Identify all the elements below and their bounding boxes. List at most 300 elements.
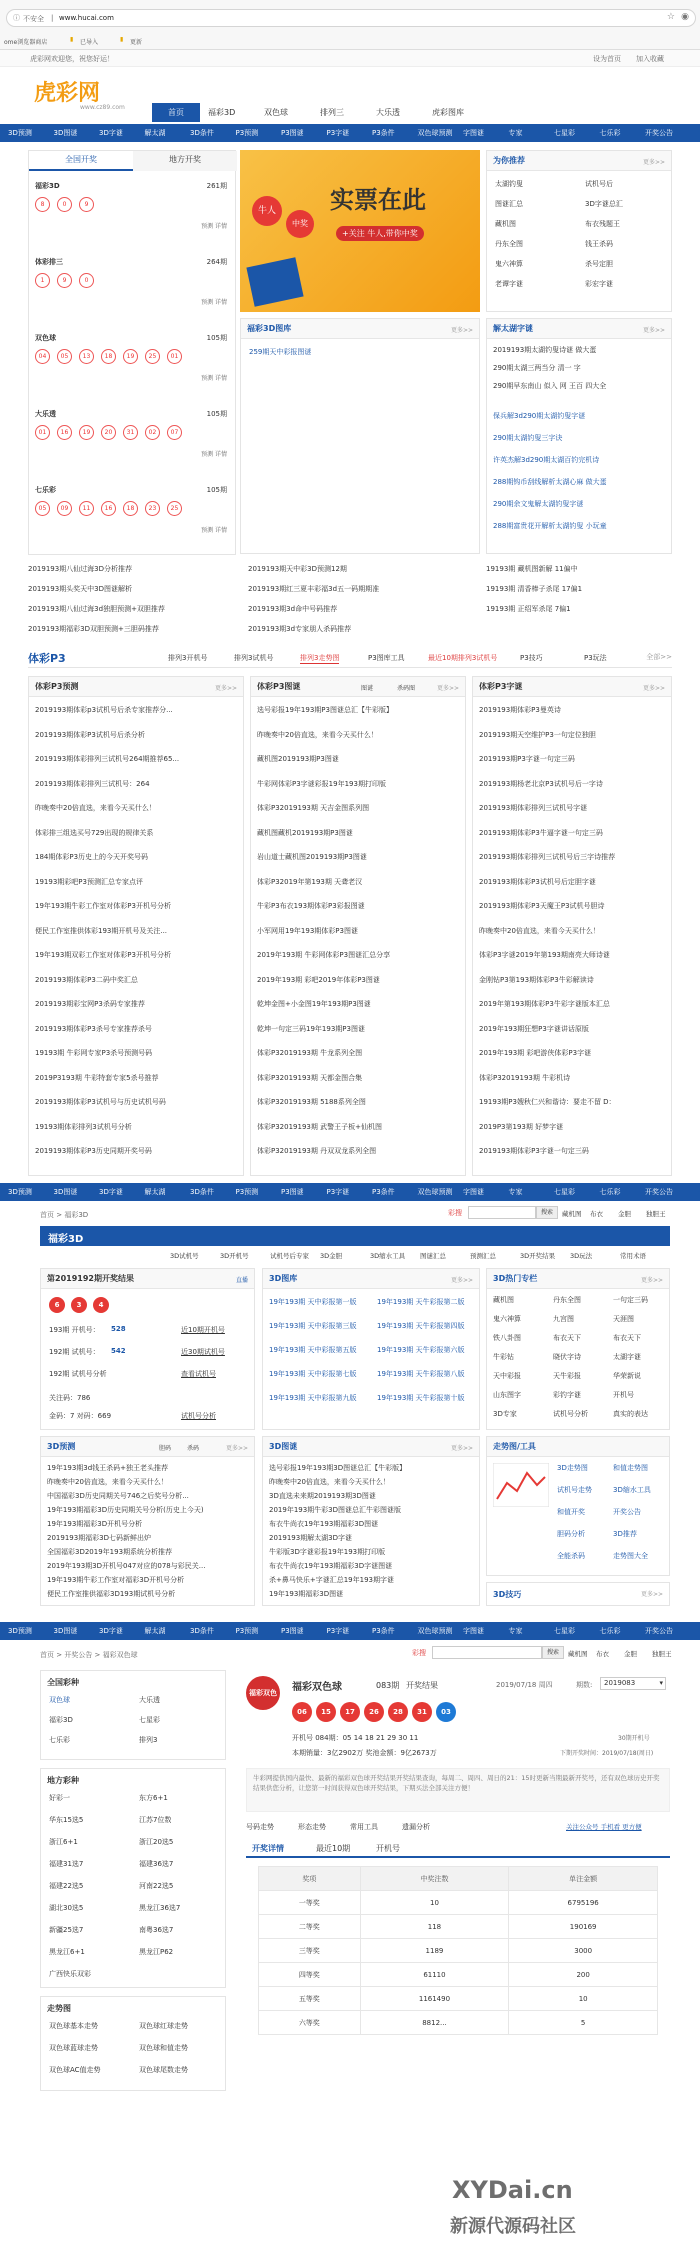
p3-all-link[interactable]: 全部>> <box>646 653 672 661</box>
subnav-item[interactable]: P3字谜 <box>326 1188 350 1196</box>
recommend-more[interactable]: 更多>> <box>642 159 665 166</box>
subnav-item[interactable]: P3图谜 <box>281 1627 304 1635</box>
gallery-item[interactable]: 19年193期 天牛彩报第四版 <box>377 1322 465 1330</box>
subnav-item[interactable]: 3D预测 <box>8 1627 32 1635</box>
taihu-item[interactable]: 2019193期太湖钓叟诗谜 做大蛋 <box>493 346 597 354</box>
p3-list-item[interactable]: 2019P3第193期 好梦字谜 <box>479 1122 564 1131</box>
hot-link[interactable]: 金胆 <box>624 1650 637 1658</box>
trend-link[interactable]: 试机号走势 <box>557 1486 592 1494</box>
news-item[interactable]: 2019193期天中彩3D预测12期 <box>248 565 347 573</box>
news-item[interactable]: 2019193期3d命中号码推荐 <box>248 605 338 613</box>
tab-kaiji[interactable]: 开机号 <box>376 1844 400 1853</box>
recommend-item[interactable]: 丹东全图 <box>495 240 523 248</box>
column-item[interactable]: 3D专家 <box>493 1410 517 1418</box>
column-item[interactable]: 天牛彩报 <box>553 1372 581 1380</box>
news-item[interactable]: 2019193期八仙过海3d独胆预测+双胆推荐 <box>28 605 165 613</box>
taihu-item[interactable]: 许英杰解3d290期太湖百钓完机诗 <box>493 456 600 464</box>
subnav-item[interactable]: 3D图谜 <box>53 129 78 137</box>
column-item[interactable]: 山东图字 <box>493 1391 521 1399</box>
local-item[interactable]: 福建22选5 <box>49 1882 84 1890</box>
p3-tab[interactable]: P3图库工具 <box>368 654 405 662</box>
news-item[interactable]: 2019193期红三夏丰彩福3d五一码期期准 <box>248 585 380 593</box>
local-item[interactable]: 黑龙江P62 <box>139 1948 174 1956</box>
local-item[interactable]: 新疆25选7 <box>49 1926 84 1934</box>
national-item[interactable]: 七乐彩 <box>49 1736 70 1744</box>
ssq-trend-item[interactable]: 双色球蓝球走势 <box>49 2044 98 2052</box>
column-item[interactable]: 铁八卦图 <box>493 1334 521 1342</box>
p3-list-item[interactable]: 2019193期体彩排列三试机号：264 <box>35 779 150 788</box>
recommend-item[interactable]: 藏机图 <box>495 220 516 228</box>
yuce-item[interactable]: 19年193期福彩3D历史同期关号分析(历史上今天) <box>47 1506 204 1514</box>
search-button-3[interactable]: 搜索 <box>542 1646 564 1659</box>
subnav-item[interactable]: P3预测 <box>235 1627 259 1635</box>
p3-column-subtab[interactable]: 图谜 <box>361 685 374 692</box>
p3-list-item[interactable]: 2019193期体彩P3曼英诗 <box>479 706 561 714</box>
yuce-item[interactable]: 19年193期牛彩工作室对福彩3D开机号分析 <box>47 1576 185 1584</box>
recommend-item[interactable]: 3D字谜总汇 <box>585 200 623 208</box>
ssq-kaiji-link[interactable]: 30期开机号 <box>618 1735 650 1742</box>
yuce-item[interactable]: 中国福彩3D历史同期关号746之后奖号分析... <box>47 1492 189 1500</box>
news-item[interactable]: 2019193期八仙过海3D分析推荐 <box>28 565 133 573</box>
subnav-item[interactable]: 字图谜 <box>463 1188 484 1196</box>
p3-list-item[interactable]: 2019193期体彩排列三试机号264期推荐65... <box>35 755 180 763</box>
column-item[interactable]: 布衣天下 <box>553 1334 581 1342</box>
p3-list-item[interactable]: 体彩排三组选买号729出现的规律关系 <box>35 828 154 837</box>
subnav-item[interactable]: P3预测 <box>235 129 259 137</box>
p3-tab[interactable]: P3玩法 <box>584 654 607 662</box>
p3-list-item[interactable]: 2019193期体彩P3试机号后杀分析 <box>35 730 145 739</box>
recommend-item[interactable]: 杀号定胆 <box>585 260 613 268</box>
subnav-item[interactable]: 七乐彩 <box>599 1188 621 1196</box>
add-favorite-link[interactable]: 加入收藏 <box>636 55 664 63</box>
hot-link[interactable]: 独胆王 <box>652 1650 672 1658</box>
taihu-item[interactable]: 290期早东南山 似入 网 王百 四大全 <box>493 382 607 390</box>
p3-list-item[interactable]: 昨晚奏中20倍直选，来看今天买什么！ <box>35 804 156 812</box>
yuce-item[interactable]: 2019年193期3D开机号047对应的078与彩民关... <box>47 1562 206 1570</box>
fc3d-tab[interactable]: 图谜汇总 <box>420 1252 446 1260</box>
p3-list-item[interactable]: 藏机图2019193期P3图谜 <box>257 755 339 763</box>
fc3d-tab[interactable]: 常用术语 <box>620 1252 646 1260</box>
subnav-item[interactable]: P3字谜 <box>326 129 350 137</box>
ssq-tool-link[interactable]: 遗漏分析 <box>402 1823 430 1831</box>
p3-list-item[interactable]: 乾坤一句定三码19年193期P3图谜 <box>257 1024 365 1033</box>
tumi-item[interactable]: 杀+鼻马快乐+字谜汇总19年193期字谜 <box>269 1576 394 1584</box>
ssq-issue-select[interactable] <box>600 1677 666 1690</box>
gallery-item[interactable]: 19年193期 天牛彩报第二版 <box>377 1298 465 1306</box>
p3-list-item[interactable]: 2019193期体彩P3历史同期开奖号码 <box>35 1147 152 1155</box>
site-logo[interactable] <box>30 74 140 114</box>
recommend-item[interactable]: 彩宏字谜 <box>585 280 613 288</box>
address-bar[interactable]: ⓘ 不安全 | www.hucai.com ☆ ◉ <box>6 9 696 27</box>
subnav-item[interactable]: 专家 <box>508 129 523 137</box>
gallery-item[interactable]: 19年193期 天中彩报第一版 <box>269 1298 357 1306</box>
hot-link[interactable]: 藏机图 <box>562 1210 582 1218</box>
local-item[interactable]: 广西快乐双彩 <box>49 1970 91 1978</box>
fc3d-tab[interactable]: 3D试机号 <box>170 1252 199 1260</box>
main-nav-home[interactable]: 首页 <box>152 103 200 122</box>
fc3d-live-link[interactable]: 直播 <box>235 1277 248 1284</box>
subnav-item[interactable]: 双色球预测 <box>417 1188 453 1196</box>
p3-list-item[interactable]: 19193期 牛彩网专家P3杀号预测号码 <box>35 1049 153 1057</box>
subnav-item[interactable]: 七乐彩 <box>599 1627 621 1635</box>
column-item[interactable]: 布衣天下 <box>613 1334 641 1342</box>
taihu-item[interactable]: 保兵解3d290期太湖钓叟字谜 <box>493 412 586 420</box>
p3-list-item[interactable]: 2019193期体彩排列三试机号后三字诗推荐 <box>479 853 616 861</box>
national-item[interactable]: 大乐透 <box>139 1696 160 1704</box>
ssq-trend-item[interactable]: 双色球AC值走势 <box>49 2066 101 2074</box>
hot-link[interactable]: 布衣 <box>596 1650 609 1658</box>
ssq-trend-item[interactable]: 双色球红球走势 <box>139 2022 188 2030</box>
p3-list-item[interactable]: 牛彩网体彩P3字谜彩报19年193期打印版 <box>257 779 386 788</box>
subnav-item[interactable]: 专家 <box>508 1188 523 1196</box>
p3-list-item[interactable]: 岩山道士藏机图2019193期P3图谜 <box>257 853 367 861</box>
p3-list-item[interactable]: 藏机图藏机2019193期P3图谜 <box>257 828 353 837</box>
fc3d-gallery-more[interactable]: 更多>> <box>450 327 473 334</box>
subnav-item[interactable]: 双色球预测 <box>417 129 453 137</box>
tab-recent10[interactable]: 最近10期 <box>316 1844 351 1853</box>
column-item[interactable]: 一句定三码 <box>613 1296 648 1304</box>
tumi-item[interactable]: 布衣牛尚衣19年193期福彩3D字谜图谜 <box>269 1562 393 1570</box>
tumi-item[interactable]: 19年193期福彩3D图谜 <box>269 1590 344 1598</box>
column-item[interactable]: 华荣新说 <box>613 1372 641 1380</box>
lottery-name[interactable]: 福彩3D <box>35 182 60 190</box>
ssq-tool-link[interactable]: 形态走势 <box>298 1823 326 1831</box>
ssq-follow-link[interactable]: 关注公众号 手机看 更方便 <box>566 1823 642 1831</box>
column-item[interactable]: 丹东全图 <box>553 1296 581 1304</box>
tab-detail[interactable]: 开奖详情 <box>252 1844 284 1853</box>
news-item[interactable]: 19193期 正绍军杀尾 7偏1 <box>486 605 571 613</box>
trend-link[interactable]: 胆码分析 <box>557 1530 585 1538</box>
tumi-item[interactable]: 昨晚奏中20倍直选，来看今天买什么！ <box>269 1478 390 1486</box>
p3-list-item[interactable]: 2019年193期 彩吧2019年体彩P3图谜 <box>257 975 380 984</box>
fc3d-tab[interactable]: 3D开机号 <box>220 1252 249 1260</box>
local-item[interactable]: 河南22选5 <box>139 1882 174 1890</box>
subnav-item[interactable]: 3D字谜 <box>99 1627 123 1635</box>
local-item[interactable]: 福建31选7 <box>49 1860 84 1868</box>
lottery-links[interactable]: 预测 详情 <box>201 223 227 230</box>
bookmark-update[interactable]: 更新 <box>130 39 143 46</box>
local-item[interactable]: 湖北30选5 <box>49 1904 84 1912</box>
tumi-item[interactable]: 3D直选未来期2019193期3D图谜 <box>269 1492 376 1500</box>
p3-list-item[interactable]: 体彩P32019193期 天吉金图系列图 <box>257 804 370 812</box>
lottery-name[interactable]: 大乐透 <box>35 410 56 418</box>
p3-list-item[interactable]: 体彩P32019193期 武警王子板+仙机图 <box>257 1122 382 1131</box>
ssq-trend-item[interactable]: 双色球和值走势 <box>139 2044 188 2052</box>
bookmark-imported[interactable]: 已导入 <box>80 39 99 46</box>
gallery-item[interactable]: 19年193期 天中彩报第七版 <box>269 1370 357 1378</box>
p3-column-more[interactable]: 更多>> <box>214 685 237 692</box>
column-item[interactable]: 藏机图 <box>493 1296 514 1304</box>
local-item[interactable]: 华东15选5 <box>49 1816 84 1824</box>
gallery-item[interactable]: 19年193期 天牛彩报第六版 <box>377 1346 465 1354</box>
fc3d-tab[interactable]: 3D金胆 <box>320 1252 343 1260</box>
column-item[interactable]: 彩钓字谜 <box>553 1391 581 1399</box>
subnav-item[interactable]: 3D条件 <box>190 1627 214 1635</box>
fc3d-tab[interactable]: 3D开奖结果 <box>520 1252 556 1260</box>
main-nav-dlt[interactable]: 大乐透 <box>376 108 400 117</box>
trend-link[interactable]: 全能杀码 <box>557 1552 585 1560</box>
column-item[interactable]: 太湖字谜 <box>613 1353 641 1361</box>
lottery-links[interactable]: 预测 详情 <box>201 451 227 458</box>
local-item[interactable]: 浙江6+1 <box>49 1838 78 1846</box>
p3-list-item[interactable]: 便民工作室推供体彩193期开机号及关注... <box>35 926 168 935</box>
trend-link[interactable]: 走势图大全 <box>613 1552 648 1560</box>
subnav-item[interactable]: P3图谜 <box>281 129 304 137</box>
subnav-item[interactable]: 开奖公告 <box>645 129 673 137</box>
fc3d-column-more[interactable]: 更多>> <box>640 1277 663 1284</box>
p3-list-item[interactable]: 乾坤金图+小金图19年193期P3图谜 <box>257 1000 371 1008</box>
subnav-item[interactable]: 七星彩 <box>554 129 575 137</box>
subnav-item[interactable]: 字图谜 <box>463 129 484 137</box>
fc3d-forecast-more[interactable]: 更多>> <box>225 1445 248 1452</box>
yuce-item[interactable]: 昨晚奏中20倍直选，来看今天买什么！ <box>47 1478 168 1486</box>
p3-list-item[interactable]: 体彩P32019193期 丹双双龙系列全图 <box>257 1147 377 1155</box>
tumi-item[interactable]: 选号彩报19年193期3D图谜总汇【牛彩版】 <box>269 1464 407 1472</box>
news-item[interactable]: 19193期 清香棒子杀尾 17偏1 <box>486 585 583 593</box>
p3-list-item[interactable]: 2019193期杨老北京P3试机号后一字诗 <box>479 779 603 788</box>
result-line-link[interactable]: 近10期开机号 <box>181 1326 225 1334</box>
trend-link[interactable]: 3D缩水工具 <box>613 1486 651 1494</box>
p3-list-item[interactable]: 2019年第193期体彩P3牛彩字谜版本汇总 <box>479 1000 610 1008</box>
focus-link[interactable]: 试机号分析 <box>181 1412 216 1420</box>
column-item[interactable]: 开机号 <box>613 1391 634 1399</box>
p3-tab[interactable]: 排列3试机号 <box>234 654 274 662</box>
hot-link[interactable]: 独胆王 <box>646 1210 666 1218</box>
tumi-item[interactable]: 2019193期解太湖3D字谜 <box>269 1534 353 1542</box>
column-item[interactable]: 九宫图 <box>553 1315 574 1323</box>
taihu-item[interactable]: 290期余文鬼解太湖钓叟字谜 <box>493 500 584 508</box>
fc3d-gallery-item[interactable]: 259期天中彩报图谜 <box>249 348 312 356</box>
fc3d-tab[interactable]: 3D缩水工具 <box>370 1252 406 1260</box>
tab-local[interactable]: 地方开奖 <box>133 151 237 171</box>
p3-list-item[interactable]: 19193期彩吧P3预测汇总专家点评 <box>35 877 143 886</box>
recommend-item[interactable]: 钱王杀码 <box>585 240 613 248</box>
local-item[interactable]: 福建36选7 <box>139 1860 174 1868</box>
column-item[interactable]: 晓伏字诗 <box>553 1353 581 1361</box>
p3-list-item[interactable]: 184期体彩P3历史上的今天开奖号码 <box>35 853 149 861</box>
forecast-tab-danma[interactable]: 胆码 <box>159 1445 172 1452</box>
subnav-item[interactable]: P3字谜 <box>326 1627 350 1635</box>
p3-list-item[interactable]: 体彩P32019193期 牛彩机诗 <box>479 1073 571 1082</box>
local-item[interactable]: 江苏7位数 <box>139 1816 172 1824</box>
lottery-links[interactable]: 预测 详情 <box>201 375 227 382</box>
p3-tab[interactable]: P3技巧 <box>520 654 543 662</box>
local-item[interactable]: 黑龙江36选7 <box>139 1904 181 1912</box>
info-icon[interactable]: ⓘ <box>13 14 20 22</box>
subnav-item[interactable]: 解太湖 <box>144 1627 166 1635</box>
main-nav-tuku[interactable]: 虎彩图库 <box>432 108 464 117</box>
p3-list-item[interactable]: 体彩P3字谜2019年第193期南亮大师诗谜 <box>479 951 610 959</box>
ssq-tool-link[interactable]: 常用工具 <box>350 1823 378 1831</box>
p3-list-item[interactable]: 2019193期彩宝网P3杀码专家推荐 <box>35 1000 145 1008</box>
subnav-item[interactable]: 3D条件 <box>190 129 214 137</box>
column-item[interactable]: 天涯图 <box>613 1315 634 1323</box>
p3-list-item[interactable]: 2019193期体彩P3天魔王P3试机号胆诗 <box>479 902 605 910</box>
forecast-tab-shama[interactable]: 杀码 <box>187 1445 200 1452</box>
subnav-item[interactable]: 解太湖 <box>144 1188 166 1196</box>
set-homepage-link[interactable]: 设为首页 <box>593 55 621 63</box>
p3-list-item[interactable]: 19年193期牛彩工作室对体彩P3开机号分析 <box>35 902 171 910</box>
subnav-item[interactable]: 3D图谜 <box>53 1188 78 1196</box>
search-input-3[interactable] <box>432 1646 542 1659</box>
recommend-item[interactable]: 太湖钓叟 <box>495 180 523 188</box>
fc3d-tab[interactable]: 3D玩法 <box>570 1252 593 1260</box>
yuce-item[interactable]: 全国福彩3D2019年193期系统分析推荐 <box>47 1548 173 1556</box>
subnav-item[interactable]: P3图谜 <box>281 1188 304 1196</box>
recommend-item[interactable]: 老谭字谜 <box>495 280 523 288</box>
p3-list-item[interactable]: 2019193期P3字谜一句定三码 <box>479 755 575 763</box>
subnav-item[interactable]: P3预测 <box>235 1188 259 1196</box>
taihu-item[interactable]: 290期太湖钓叟三字诀 <box>493 434 563 442</box>
column-item[interactable]: 天中彩报 <box>493 1372 521 1380</box>
result-line-link[interactable]: 近30期试机号 <box>181 1348 225 1356</box>
taihu-item[interactable]: 290期太湖三两当分 清一 字 <box>493 364 581 372</box>
p3-list-item[interactable]: 体彩P32019193期 牛龙系列全图 <box>257 1049 363 1057</box>
p3-tab[interactable]: 排列3开机号 <box>168 654 208 662</box>
news-item[interactable]: 2019193期头奖天中3D图谜解析 <box>28 585 133 593</box>
subnav-item[interactable]: P3条件 <box>372 129 395 137</box>
gallery-item[interactable]: 19年193期 天中彩报第九版 <box>269 1394 357 1402</box>
search-input-2[interactable] <box>468 1206 536 1219</box>
subnav-item[interactable]: 开奖公告 <box>645 1627 673 1635</box>
taihu-item[interactable]: 288期富贵花开解析太湖钓叟 小玩童 <box>493 522 607 530</box>
news-item[interactable]: 2019193期福彩3D双胆预测+三胆码推荐 <box>28 625 159 633</box>
lottery-links[interactable]: 预测 详情 <box>201 299 227 306</box>
subnav-item[interactable]: 3D预测 <box>8 1188 32 1196</box>
p3-list-item[interactable]: 2019193期体彩P3试机号后定胆字谜 <box>479 877 596 886</box>
subnav-item[interactable]: 3D图谜 <box>53 1627 78 1635</box>
subnav-item[interactable]: 七星彩 <box>554 1627 575 1635</box>
taihu-more[interactable]: 更多>> <box>642 327 665 334</box>
p3-list-item[interactable]: 体彩P32019193期 5188系列全图 <box>257 1098 366 1106</box>
ssq-trend-item[interactable]: 双色球基本走势 <box>49 2022 98 2030</box>
local-item[interactable]: 东方6+1 <box>139 1794 168 1802</box>
ssq-tool-link[interactable]: 号码走势 <box>246 1823 274 1831</box>
recommend-item[interactable]: 布衣残题王 <box>585 220 620 228</box>
p3-list-item[interactable]: 2019193期体彩P3二码中奖汇总 <box>35 975 138 984</box>
national-item[interactable]: 福彩3D <box>49 1716 73 1724</box>
yuce-item[interactable]: 便民工作室推供福彩3D193期试机号分析 <box>47 1590 176 1598</box>
p3-list-item[interactable]: 2019193期体彩P3试机号与历史试机号码 <box>35 1098 166 1106</box>
column-item[interactable]: 牛彩钻 <box>493 1353 514 1361</box>
p3-list-item[interactable]: 2019193期体彩p3试机号后杀专家推荐分... <box>35 706 173 714</box>
hot-link[interactable]: 金胆 <box>618 1210 631 1218</box>
lottery-name[interactable]: 体彩排三 <box>35 258 63 266</box>
taihu-item[interactable]: 288期钩币刮线解析太湖心麻 做大蛋 <box>493 478 607 486</box>
bookmark-store[interactable]: ome浏览器商店 <box>4 39 48 46</box>
p3-column-more[interactable]: 更多>> <box>436 685 459 692</box>
url-text[interactable]: www.hucai.com <box>59 14 114 22</box>
main-nav-ssq[interactable]: 双色球 <box>264 108 288 117</box>
p3-list-item[interactable]: 2019193期体彩P3字谜一句定三码 <box>479 1147 589 1155</box>
yuce-item[interactable]: 19年193期福彩3D开机号分析 <box>47 1520 143 1528</box>
p3-list-item[interactable]: 19年193期双彩工作室对体彩P3开机号分析 <box>35 951 171 959</box>
p3-list-item[interactable]: 体彩P32019193期 天都金图合集 <box>257 1073 363 1082</box>
p3-list-item[interactable]: 小军网用19年193期体彩P3图谜 <box>257 926 358 935</box>
main-nav-3d[interactable]: 福彩3D <box>208 108 236 117</box>
tab-national[interactable]: 全国开奖 <box>29 151 133 171</box>
local-item[interactable]: 好彩一 <box>49 1794 70 1802</box>
lottery-name[interactable]: 双色球 <box>35 334 56 342</box>
subnav-item[interactable]: 解太湖 <box>144 129 166 137</box>
p3-list-item[interactable]: 昨晚奏中20倍直选，来看今天买什么！ <box>479 926 600 935</box>
p3-list-item[interactable]: 19193期P3嫂秋仁兴和谐诗：要走不留 D： <box>479 1098 616 1106</box>
subnav-item[interactable]: P3条件 <box>372 1627 395 1635</box>
trend-chart-icon[interactable] <box>493 1463 549 1507</box>
subnav-item[interactable]: 3D字谜 <box>99 1188 123 1196</box>
subnav-item[interactable]: 专家 <box>508 1627 523 1635</box>
subnav-item[interactable]: 3D预测 <box>8 129 32 137</box>
subnav-item[interactable]: 七乐彩 <box>599 129 621 137</box>
national-item[interactable]: 排列3 <box>139 1736 158 1744</box>
trend-link[interactable]: 和值开奖 <box>557 1508 585 1516</box>
p3-list-item[interactable]: 2019P3193期 牛彩特套专家5杀号推荐 <box>35 1073 159 1082</box>
star-icon[interactable]: ☆ <box>666 12 675 22</box>
p3-list-item[interactable]: 金刚钻P3第193期体彩P3牛彩解读诗 <box>479 975 594 984</box>
column-item[interactable]: 试机号分析 <box>553 1410 588 1418</box>
p3-list-item[interactable]: 2019193期体彩排列三试机号字谜 <box>479 804 588 812</box>
recommend-item[interactable]: 图谜汇总 <box>495 200 523 208</box>
recommend-item[interactable]: 试机号后 <box>585 180 613 188</box>
gallery-item[interactable]: 19年193期 天中彩报第五版 <box>269 1346 357 1354</box>
p3-list-item[interactable]: 2019193期体彩P3牛逼字谜一句定三码 <box>479 828 603 837</box>
p3-list-item[interactable]: 2019193期体彩P3杀号专家推荐杀号 <box>35 1024 152 1033</box>
p3-list-item[interactable]: 昨晚奏中20倍直选，来看今天买什么！ <box>257 730 378 739</box>
p3-list-item[interactable]: 2019193期天空维护P3一句定位独胆 <box>479 730 596 739</box>
p3-list-item[interactable]: 牛彩P3布衣193期体彩P3彩报图谜 <box>257 902 365 910</box>
column-item[interactable]: 真实的表达 <box>613 1410 648 1418</box>
result-line-link[interactable]: 查看试机号 <box>181 1370 216 1378</box>
subnav-item[interactable]: 开奖公告 <box>645 1188 673 1196</box>
fc3d-tab[interactable]: 预测汇总 <box>470 1252 496 1260</box>
subnav-item[interactable]: 七星彩 <box>554 1188 575 1196</box>
p3-list-item[interactable]: 2019年193期 彩吧游侠体彩P3字谜 <box>479 1049 592 1057</box>
column-item[interactable]: 鬼六神算 <box>493 1315 521 1323</box>
recommend-item[interactable]: 鬼六神算 <box>495 260 523 268</box>
trend-link[interactable]: 和值走势图 <box>613 1464 648 1472</box>
gallery-item[interactable]: 19年193期 天牛彩报第八版 <box>377 1370 465 1378</box>
yuce-item[interactable]: 2019193期福彩3D七码新鲜出炉 <box>47 1534 152 1542</box>
p3-column-more[interactable]: 更多>> <box>642 685 665 692</box>
account-icon[interactable]: ◉ <box>681 12 689 22</box>
fc3d-riddle-more[interactable]: 更多>> <box>450 1445 473 1452</box>
national-item[interactable]: 七星彩 <box>139 1716 160 1724</box>
news-item[interactable]: 19193期 藏机图新解 11偏中 <box>486 565 578 573</box>
p3-tab[interactable]: 排列3走势图 <box>300 654 340 662</box>
p3-column-subtab[interactable]: 杀码图 <box>397 685 416 692</box>
yuce-item[interactable]: 19年193期3d钱王杀码+独王老头推荐 <box>47 1464 169 1472</box>
trend-link[interactable]: 3D走势图 <box>557 1464 588 1472</box>
lottery-links[interactable]: 预测 详情 <box>201 527 227 534</box>
subnav-item[interactable]: 3D字谜 <box>99 129 123 137</box>
local-item[interactable]: 浙江20选5 <box>139 1838 174 1846</box>
trend-link[interactable]: 开奖公告 <box>613 1508 641 1516</box>
tumi-item[interactable]: 布衣牛尚衣19年193期福彩3D图谜 <box>269 1520 379 1528</box>
search-button-2[interactable]: 搜索 <box>536 1206 558 1219</box>
fc3d-tab[interactable]: 试机号后专家 <box>270 1252 309 1260</box>
news-item[interactable]: 2019193期3d专家朋人杀码推荐 <box>248 625 352 633</box>
national-item[interactable]: 双色球 <box>49 1696 70 1704</box>
subnav-item[interactable]: 3D条件 <box>190 1188 214 1196</box>
local-item[interactable]: 黑龙江6+1 <box>49 1948 85 1956</box>
gallery-item[interactable]: 19年193期 天牛彩报第十版 <box>377 1394 465 1402</box>
ssq-trend-item[interactable]: 双色球尾数走势 <box>139 2066 188 2074</box>
lottery-name[interactable]: 七乐彩 <box>35 486 56 494</box>
fc3d-gallery-more-2[interactable]: 更多>> <box>450 1277 473 1284</box>
tumi-item[interactable]: 2019年193期牛彩3D图谜总汇牛彩图谜版 <box>269 1506 402 1514</box>
fc3d-skill-more[interactable]: 更多>> <box>640 1591 663 1598</box>
hot-link[interactable]: 藏机图 <box>568 1650 588 1658</box>
